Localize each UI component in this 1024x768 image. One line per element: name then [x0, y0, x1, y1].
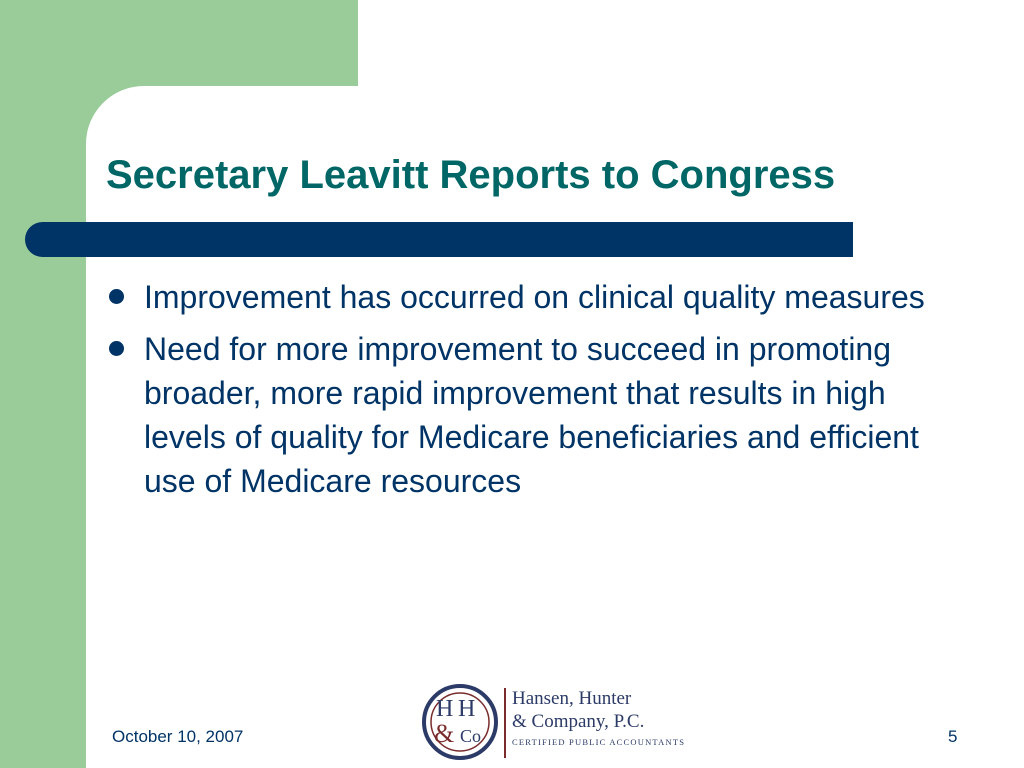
bullet-item [106, 275, 936, 319]
bullet-item [106, 327, 936, 503]
logo-company-name-line2: & Company, P.C. [512, 711, 645, 732]
company-logo [420, 682, 686, 762]
slide-number: 5 [948, 727, 958, 746]
bullet-dot-icon [109, 341, 124, 356]
monogram-ampersand: & [434, 719, 455, 748]
bullet-text: Improvement has occurred on clinical quality measures [144, 279, 925, 315]
logo-text [512, 688, 686, 750]
slide-title: Secretary Leavitt Reports to Congress [106, 153, 836, 197]
bullet-dot-icon [109, 289, 124, 304]
hhco-monogram-icon [420, 682, 500, 762]
title-underline-bar [25, 222, 853, 257]
footer-date: October 10, 2007 [112, 727, 244, 746]
logo-divider [504, 688, 506, 758]
monogram-letter-h2: H [458, 696, 476, 722]
logo-tagline: CERTIFIED PUBLIC ACCOUNTANTS [512, 737, 686, 747]
monogram-co: Co [460, 726, 482, 746]
bullet-list [106, 275, 936, 511]
logo-company-name-line1: Hansen, Hunter [512, 688, 632, 709]
monogram-letter-h1: H [436, 696, 454, 722]
bullet-text: Need for more improvement to succeed in promoting broader, more rapid improvement that results in high levels of quality for Medicare beneficiaries and efficient use of Medicare resources [144, 331, 919, 499]
